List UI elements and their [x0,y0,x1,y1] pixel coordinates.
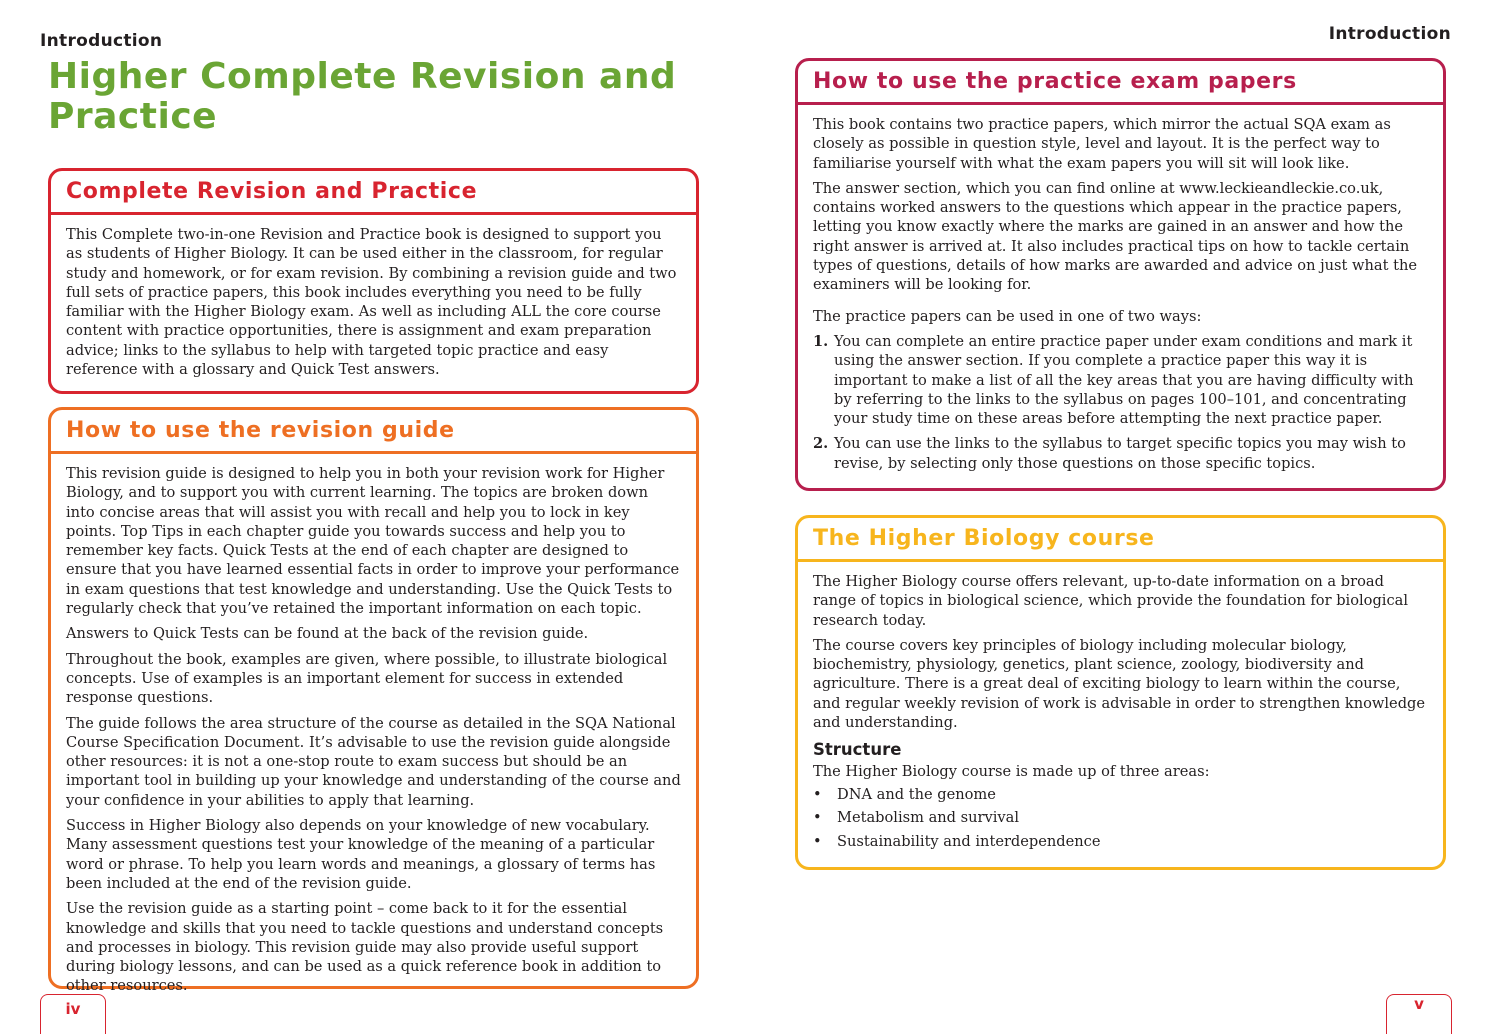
paragraph: This Complete two-in-one Revision and Practice book is designed to support you as students of Higher Biology. It can be used either in the classroom, for regular study and homework, or for exam revision. By combining a revision guide and two full sets of practice papers, this book includes everything you need to be fully familiar with the Higher Biology exam. As well as including ALL the core course content with practice opportunities, there is assignment and exam preparation advice; links to the syllabus to help with targeted topic practice and easy reference with a glossary and Quick Test answers. [66,226,677,379]
page-number-right: v [1386,994,1452,1034]
list-number: 1. [813,332,829,350]
paragraph: The guide follows the area structure of the course as detailed in the SQA National Course Specification Document. It’s advisable to use the revision guide alongside other resources: it is not a one-stop route to exam success but should be an important tool in building up your knowledge and understanding of the course and your confidence in your abilities to apply that learning. [66,714,681,809]
biology-course-heading: The Higher Biology course [813,526,1155,551]
bullet-list [813,785,1428,851]
biology-course-box [795,515,1446,870]
paragraph: The answer section, which you can find online at www.leckieandleckie.co.uk, contains worked answers to the questions which appear in the practice papers, letting you know exactly where the marks are gained in an answer and how the right answer is arrived at. It also includes practical tips on how to tackle certain types of questions, details of how marks are awarded and advice on just what the examiners will be looking for. [813,179,1418,294]
paragraph: The practice papers can be used in one of two ways: [813,307,1202,325]
page-title: Higher Complete Revision and Practice [48,56,677,137]
biology-course-header [798,518,1443,562]
practice-papers-body [798,105,1443,473]
running-head-left: Introduction [40,31,163,51]
list-item [813,808,1428,827]
revision-guide-header [51,410,696,454]
list-item [813,434,1428,473]
complete-revision-heading: Complete Revision and Practice [66,179,478,204]
revision-guide-box [48,407,699,995]
list-text: Sustainability and interdependence [837,832,1101,850]
complete-revision-header [51,171,696,215]
page-number-left: iv [40,994,106,1034]
bullet-icon: • [813,809,822,827]
structure-intro: The Higher Biology course is made up of three areas: [813,762,1210,780]
list-text: Metabolism and survival [837,809,1020,827]
list-text: You can use the links to the syllabus to target specific topics you may wish to revise, by selecting only those questions on those specific topics. [834,435,1406,472]
bullet-icon: • [813,785,822,803]
paragraph: Throughout the book, examples are given, where possible, to illustrate biological concepts. Use of examples is an important element for success in extended response questions. [66,650,668,707]
structure-subheading: Structure [813,740,902,760]
numbered-list [813,332,1428,473]
list-text: DNA and the genome [837,785,996,803]
paragraph: The course covers key principles of biology including molecular biology, biochemistry, physiology, genetics, plant science, zoology, biodiversity and agriculture. There is a great deal of exciting biology to learn within the course, and regular weekly revision of work is advisable in order to strengthen knowledge and understanding. [813,636,1426,732]
paragraph: This book contains two practice papers, which mirror the actual SQA exam as closely as possible in question style, level and layout. It is the perfect way to familiarise yourself with what the exam papers you will sit will look like. [813,116,1391,172]
list-item [813,832,1428,851]
paragraph: Answers to Quick Tests can be found at the back of the revision guide. [66,625,589,643]
list-item [813,785,1428,804]
list-number: 2. [813,435,829,453]
revision-guide-body [51,454,696,996]
paragraph: This revision guide is designed to help you in both your revision work for Higher Biology, and to support you with current learning. The topics are broken down into concise areas that will assist you with recall and help you to lock in key points. Top Tips in each chapter guide you towards success and help you to remember key facts. Quick Tests at the end of each chapter are designed to ensure that you have learned essential facts in order to improve your performance in exam questions that test knowledge and understanding. Use the Quick Tests to regularly check that you’ve retained the important information on each topic. [66,465,680,618]
revision-guide-heading: How to use the revision guide [66,418,455,443]
biology-course-body [798,562,1443,851]
paragraph: Use the revision guide as a starting point – come back to it for the essential knowledge and skills that you need to tackle questions and understand concepts and processes in biology. This revision guide may also provide useful support during biology lessons, and can be used as a quick reference book in addition to other resources. [66,900,664,995]
bullet-icon: • [813,832,822,850]
practice-papers-header [798,61,1443,105]
running-head-right: Introduction [1328,24,1451,44]
paragraph: The Higher Biology course offers relevant, up-to-date information on a broad range of topics in biological science, which provide the foundation for biological research today. [813,573,1409,629]
practice-papers-heading: How to use the practice exam papers [813,69,1297,94]
complete-revision-body [51,215,696,379]
list-text: You can complete an entire practice paper under exam conditions and mark it using the answer section. If you complete a practice paper this way it is important to make a list of all the key areas that you are having difficulty with by referring to the links to the syllabus on pages 100–101, and concentrating your study time on these areas before attempting the next practice paper. [834,332,1414,428]
paragraph: Success in Higher Biology also depends on your knowledge of new vocabulary. Many assessment questions test your knowledge of the meaning of a particular word or phrase. To help you learn words and meanings, a glossary of terms has been included at the end of the revision guide. [66,817,656,892]
practice-papers-box [795,58,1446,491]
complete-revision-box [48,168,699,394]
list-item [813,332,1428,428]
